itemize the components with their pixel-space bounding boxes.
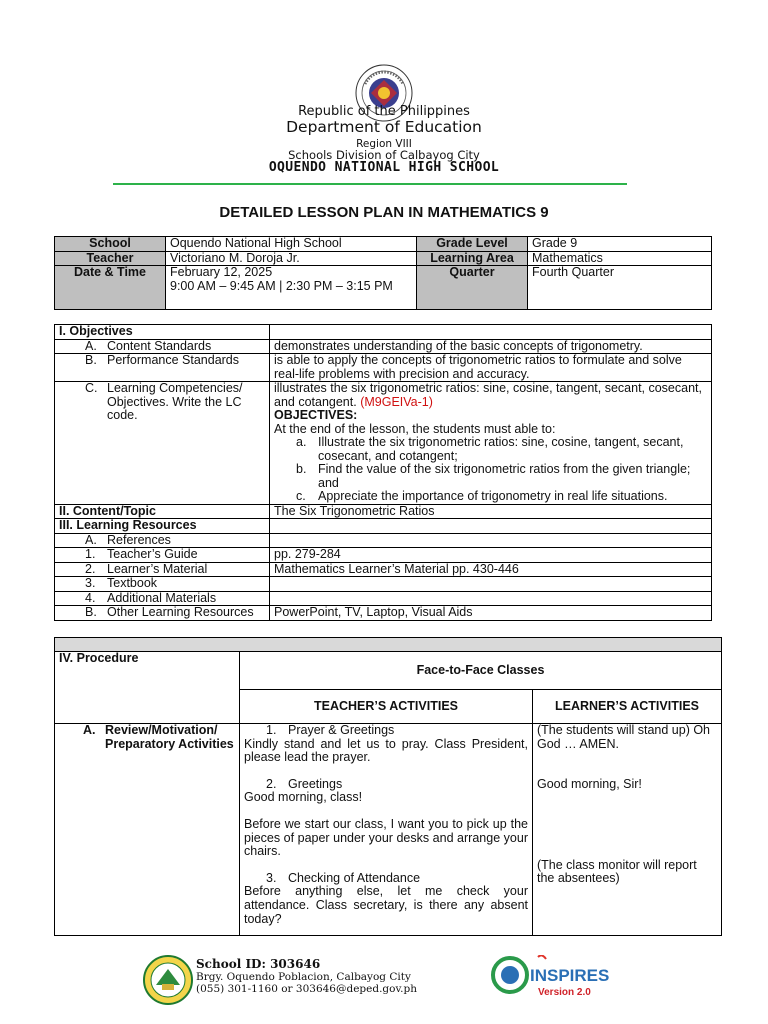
- time-value: 9:00 AM – 9:45 AM | 2:30 PM – 3:15 PM: [170, 278, 393, 293]
- step-text: Before anything else, let me check your attendance. Class secretary, is there any absent today?: [244, 884, 528, 926]
- table-row: [55, 339, 712, 354]
- table-row: [55, 533, 712, 548]
- teacher-value: Victoriano M. Doroja Jr.: [166, 251, 417, 266]
- content-standards-label: A. Content Standards: [55, 339, 270, 354]
- table-row: [55, 325, 712, 340]
- list-item: a. Illustrate the six trigonometric ratios: sine, cosine, tangent, secant, cosecant, and cotangent;: [296, 435, 684, 463]
- learner-response: Good morning, Sir!: [537, 777, 642, 792]
- lesson-info-table: [54, 236, 712, 310]
- table-row: [55, 354, 712, 382]
- resource-label: 1. Teacher’s Guide: [55, 548, 270, 563]
- resources-heading: III. Learning Resources: [55, 519, 270, 534]
- lc-text: illustrates the six trigonometric ratios: sine, cosine, tangent, secant, cosecant, and cotangent.: [274, 381, 702, 409]
- header-divider: [113, 183, 627, 185]
- grade-value: Grade 9: [528, 237, 712, 252]
- table-row: [55, 652, 722, 690]
- grade-label: Grade Level: [417, 237, 528, 252]
- table-row: [55, 724, 722, 936]
- school-label: School: [55, 237, 166, 252]
- resource-value: PowerPoint, TV, Laptop, Visual Aids: [270, 606, 712, 621]
- objectives-list: [274, 436, 707, 504]
- step-title: 1. Prayer & Greetings: [266, 723, 395, 737]
- table-row: [55, 577, 712, 592]
- school-id: School ID: 303646: [196, 957, 321, 971]
- gray-band: [55, 638, 722, 652]
- section-a-label: A. Review/Motivation/ Preparatory Activities: [55, 724, 240, 936]
- performance-standards-value: is able to apply the concepts of trigonometric ratios to formulate and solve real-life problems with precision and accuracy.: [270, 354, 712, 382]
- school-address: Brgy. Oquendo Poblacion, Calbayog City: [196, 970, 411, 983]
- resource-value: [270, 577, 712, 592]
- teacher-activities-heading: TEACHER’S ACTIVITIES: [240, 690, 533, 724]
- learning-competencies-label: C. Learning Competencies/ Objectives. Write the LC code.: [55, 382, 270, 505]
- table-row: [55, 591, 712, 606]
- resource-label: 4. Additional Materials: [55, 591, 270, 606]
- performance-standards-label: B. Performance Standards: [55, 354, 270, 382]
- table-row: [55, 638, 722, 652]
- table-row: [55, 266, 712, 310]
- date-value: February 12, 2025: [170, 265, 273, 279]
- procedure-heading: IV. Procedure: [55, 652, 240, 724]
- learner-activities-cell: [533, 724, 722, 936]
- learner-activities-heading: LEARNER’S ACTIVITIES: [533, 690, 722, 724]
- resource-label: 3. Textbook: [55, 577, 270, 592]
- resource-label: B. Other Learning Resources: [55, 606, 270, 621]
- region-line: Region VIII: [356, 138, 412, 150]
- area-value: Mathematics: [528, 251, 712, 266]
- objectives-intro: At the end of the lesson, the students must able to:: [274, 421, 556, 436]
- inspires-logo: [490, 955, 612, 997]
- learning-competencies-value: [270, 382, 712, 505]
- resource-label: 2. Learner’s Material: [55, 562, 270, 577]
- republic-line: Republic of the Philippines: [298, 104, 470, 119]
- department-line: Department of Education: [286, 118, 482, 136]
- teacher-label: Teacher: [55, 251, 166, 266]
- table-row: [55, 606, 712, 621]
- date-label: Date & Time: [55, 266, 166, 310]
- resource-label: A. References: [55, 533, 270, 548]
- resource-value: Mathematics Learner’s Material pp. 430-446: [270, 562, 712, 577]
- table-row: [55, 519, 712, 534]
- table-row: [55, 237, 712, 252]
- content-value: The Six Trigonometric Ratios: [270, 504, 712, 519]
- inspires-wordmark: INSPIRES: [530, 966, 610, 985]
- table-row: [55, 548, 712, 563]
- resource-value: [270, 533, 712, 548]
- table-row: [55, 251, 712, 266]
- list-item: b. Find the value of the six trigonometric ratios from the given triangle; and: [296, 462, 691, 490]
- school-contact: (055) 301-1160 or 303646@deped.gov.ph: [196, 983, 417, 995]
- school-value: Oquendo National High School: [166, 237, 417, 252]
- content-standards-value: demonstrates understanding of the basic concepts of trigonometry.: [270, 339, 712, 354]
- table-row: [55, 382, 712, 505]
- objectives-subheading: OBJECTIVES:: [274, 408, 358, 422]
- quarter-label: Quarter: [417, 266, 528, 310]
- table-row: [55, 562, 712, 577]
- inspires-version: Version 2.0: [538, 987, 591, 997]
- list-item: c. Appreciate the importance of trigonometry in real life situations.: [296, 489, 668, 503]
- content-heading: II. Content/Topic: [55, 504, 270, 519]
- resource-value: pp. 279-284: [270, 548, 712, 563]
- step-text: Kindly stand and let us to pray. Class President, please lead the prayer.: [244, 736, 528, 765]
- teacher-activities-cell: [240, 724, 533, 936]
- learner-response: (The students will stand up) Oh God … AMEN.: [537, 723, 710, 751]
- school-seal-logo: [143, 955, 193, 1005]
- school-name: OQUENDO NATIONAL HIGH SCHOOL: [268, 160, 500, 175]
- resource-value: [270, 591, 712, 606]
- lc-code: (M9GEIVa-1): [360, 394, 433, 409]
- face-to-face-heading: Face-to-Face Classes: [240, 652, 722, 690]
- objectives-heading: I. Objectives: [55, 325, 270, 340]
- date-cell: [166, 266, 417, 310]
- division-line: Schools Division of Calbayog City: [288, 148, 480, 162]
- objectives-table: [54, 324, 712, 621]
- footer-contact: [196, 958, 417, 996]
- step-text: Good morning, class!: [244, 790, 363, 805]
- procedure-table: [54, 637, 722, 936]
- step-title: 2. Greetings: [266, 776, 343, 791]
- step-text: Before we start our class, I want you to pick up the pieces of paper under your desks and arrange your chairs.: [244, 816, 528, 859]
- learner-response: (The class monitor will report the absentees): [537, 857, 697, 886]
- table-row: [55, 504, 712, 519]
- quarter-value: Fourth Quarter: [528, 266, 712, 310]
- step-title: 3. Checking of Attendance: [266, 870, 421, 885]
- document-title: DETAILED LESSON PLAN IN MATHEMATICS 9: [219, 204, 549, 221]
- area-label: Learning Area: [417, 251, 528, 266]
